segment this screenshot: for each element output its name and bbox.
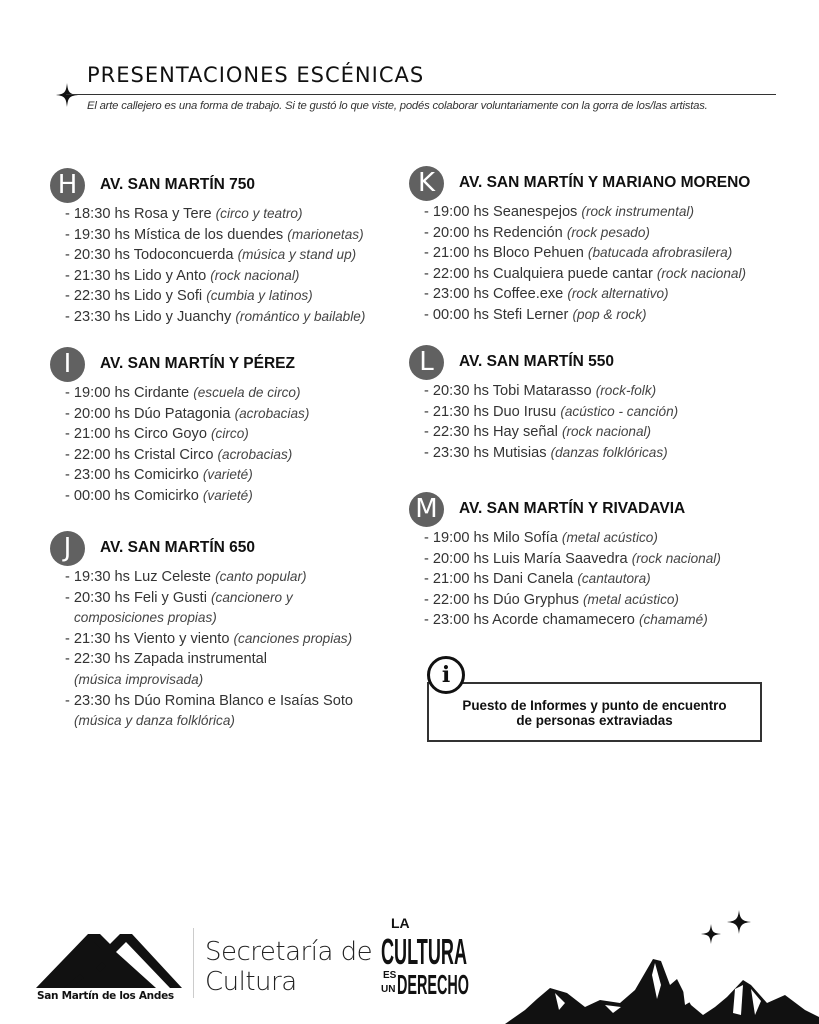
municipality-name: San Martín de los Andes (37, 990, 174, 1002)
performance-time: - 00:00 hs (424, 306, 489, 323)
slogan-un: UN (381, 984, 396, 995)
location-title: AV. SAN MARTÍN 650 (100, 539, 256, 556)
performance-item (65, 204, 365, 225)
performance-time: - 22:00 hs (424, 591, 489, 608)
location-letter-badge: I (50, 347, 85, 382)
location-title: AV. SAN MARTÍN Y PÉREZ (100, 355, 295, 372)
performance-time: - 22:00 hs (424, 265, 489, 282)
secretaria-line-2: Cultura (205, 967, 297, 997)
performance-item (65, 286, 365, 307)
performance-time: - 22:30 hs (65, 288, 130, 305)
performance-item (424, 264, 746, 285)
stage-section-l (409, 345, 678, 463)
section-header (409, 492, 721, 528)
location-letter-badge: M (409, 492, 444, 527)
info-point-text (429, 698, 760, 728)
stage-section-k (409, 166, 751, 326)
performer-name: Acorde chamamecero (492, 612, 635, 629)
performance-time: - 19:30 hs (65, 226, 130, 243)
performance-time: - 21:30 hs (65, 630, 130, 647)
performance-genre: (rock alternativo) (567, 286, 669, 302)
performer-name: Mutisias (492, 444, 547, 461)
performance-item (424, 528, 721, 549)
stage-section-j (50, 531, 353, 732)
performance-time: - 23:30 hs (424, 444, 489, 461)
section-header (50, 531, 353, 567)
performance-genre: (acústico - canción) (560, 403, 679, 419)
performer-name: Seanespejos (492, 204, 578, 220)
performer-name: Cirdante (133, 385, 190, 401)
slogan-derecho: DERECHO (397, 969, 469, 1000)
section-header (409, 166, 751, 202)
performance-time: - 19:00 hs (424, 204, 489, 220)
performance-time: - 20:30 hs (424, 383, 489, 399)
performance-item (424, 569, 721, 590)
footer-divider (193, 928, 194, 998)
performance-time: - 21:00 hs (424, 245, 489, 262)
performance-time: - 20:00 hs (424, 550, 489, 567)
location-letter-badge: L (409, 345, 444, 380)
performance-item (424, 610, 721, 631)
slogan-cultura: CULTURA (381, 931, 467, 972)
location-title: AV. SAN MARTÍN Y MARIANO MORENO (459, 174, 751, 191)
performance-time: - 20:00 hs (65, 405, 130, 422)
performer-name: Circo Goyo (133, 426, 207, 443)
performance-genre: (rock instrumental) (581, 204, 694, 219)
page-subtitle: El arte callejero es una forma de trabajo. Si te gustó lo que viste, podés colaborar voluntariamente con la gorra de los/las artistas. (87, 100, 708, 112)
performance-genre: (rock nacional) (561, 424, 652, 440)
section-header (50, 347, 309, 383)
performance-genre: (música y stand up) (237, 247, 357, 263)
performance-item (424, 590, 721, 611)
performance-item (65, 567, 353, 588)
location-letter-badge: K (409, 166, 444, 201)
performer-name: Duo Irusu (492, 403, 557, 420)
performer-name: Comicirko (133, 487, 199, 504)
performance-item (65, 245, 365, 266)
performance-genre: (rock pesado) (566, 224, 650, 240)
performance-genre: (danzas folklóricas) (550, 444, 668, 460)
performance-time: - 00:00 hs (65, 487, 130, 504)
performer-name: Lido y Anto (133, 267, 207, 284)
performance-genre: (cumbia y latinos) (206, 288, 313, 304)
performance-time: - 21:30 hs (424, 403, 489, 420)
performance-list (50, 567, 353, 732)
secretaria-cultura-logo (205, 937, 372, 997)
section-header (409, 345, 678, 381)
performer-name: Hay señal (492, 424, 558, 441)
performance-genre-continued: (música improvisada) (74, 671, 204, 687)
info-icon: i (427, 656, 465, 694)
performance-time: - 21:00 hs (65, 426, 130, 443)
performer-name: Stefi Lerner (492, 306, 569, 323)
performer-name: Comicirko (133, 467, 199, 484)
section-header (50, 168, 365, 204)
performance-item (424, 284, 746, 305)
performance-time: - 23:00 hs (424, 286, 489, 303)
performance-time: - 22:30 hs (65, 651, 130, 668)
performance-item (424, 402, 678, 423)
performance-item (65, 225, 365, 246)
performance-genre: (canto popular) (215, 569, 307, 584)
mountain-range-illustration (505, 955, 819, 1024)
performance-item (424, 223, 746, 244)
performance-genre: (batucada afrobrasilera) (587, 245, 733, 261)
performance-genre: (canciones propias) (233, 630, 353, 646)
performance-item (65, 486, 309, 507)
info-line-1: Puesto de Informes y punto de encuentro (462, 698, 727, 713)
performer-name: Rosa y Tere (133, 206, 212, 222)
performer-name: Todoconcuerda (133, 247, 234, 264)
slogan-es: ES (383, 970, 397, 981)
info-point-box (427, 682, 762, 742)
performance-item (65, 266, 365, 287)
performance-genre: (varieté) (202, 487, 253, 503)
stage-section-h (50, 168, 365, 328)
performance-list (50, 383, 309, 507)
performance-item (65, 649, 353, 690)
san-martin-mountain-logo (36, 928, 182, 994)
performance-genre: (acrobacias) (217, 446, 293, 462)
performance-item (424, 381, 678, 402)
performance-item (65, 588, 353, 629)
performer-name: Lido y Juanchy (133, 308, 232, 325)
location-letter-badge: H (50, 168, 85, 203)
stage-section-m (409, 492, 721, 631)
performance-genre: (rock nacional) (631, 550, 721, 566)
performer-name: Dúo Romina Blanco e Isaías Soto (133, 692, 353, 709)
page-title: PRESENTACIONES ESCÉNICAS (87, 63, 425, 87)
performance-item (65, 383, 309, 404)
performance-genre-continued: (música y danza folklórica) (74, 713, 235, 729)
location-title: AV. SAN MARTÍN Y RIVADAVIA (459, 500, 686, 517)
performance-item (424, 243, 746, 264)
performance-item (424, 443, 678, 464)
performance-time: - 19:30 hs (65, 569, 130, 585)
performer-name: Redención (492, 224, 563, 241)
title-divider (66, 94, 776, 95)
performance-list (409, 528, 721, 631)
performance-list (409, 381, 678, 463)
performance-item (424, 549, 721, 570)
location-title: AV. SAN MARTÍN 550 (459, 353, 615, 370)
performer-name: Coffee.exe (492, 286, 564, 303)
performance-genre: (escuela de circo) (193, 385, 301, 400)
performer-name: Dani Canela (492, 571, 574, 588)
performance-time: - 19:00 hs (424, 530, 489, 546)
performer-name: Zapada instrumental (133, 651, 268, 668)
performance-item (424, 202, 746, 223)
performance-genre: (cantautora) (577, 571, 651, 587)
stage-section-i (50, 347, 309, 507)
performance-time: - 22:30 hs (424, 424, 489, 441)
performance-item (65, 465, 309, 486)
performance-item (424, 305, 746, 326)
performer-name: Bloco Pehuen (492, 245, 584, 262)
performance-item (65, 629, 353, 650)
performer-name: Luis María Saavedra (492, 550, 628, 567)
performance-genre: (marionetas) (287, 226, 364, 242)
performer-name: Viento y viento (133, 630, 230, 647)
performance-genre: (varieté) (202, 467, 253, 483)
performance-genre: (cancionero y (211, 589, 293, 605)
performance-time: - 20:30 hs (65, 589, 130, 606)
performer-name: Tobi Matarasso (492, 383, 592, 399)
sparkle-star-icon (56, 83, 78, 107)
performance-genre: (rock nacional) (656, 265, 747, 281)
location-title: AV. SAN MARTÍN 750 (100, 176, 256, 193)
performance-genre: (rock nacional) (210, 267, 300, 283)
performance-time: - 23:00 hs (65, 467, 130, 484)
performance-genre: (circo y teatro) (215, 206, 303, 221)
performer-name: Milo Sofía (492, 530, 558, 546)
performance-item (65, 445, 309, 466)
slogan-la: LA (391, 915, 410, 931)
performer-name: Luz Celeste (133, 569, 212, 585)
performance-genre-continued: composiciones propias) (74, 610, 217, 626)
performance-genre: (acrobacias) (234, 405, 310, 421)
la-cultura-es-un-derecho-logo (379, 914, 471, 998)
performance-genre: (rock-folk) (595, 383, 657, 398)
performance-time: - 22:00 hs (65, 446, 130, 463)
performer-name: Lido y Sofi (133, 288, 203, 305)
performance-time: - 18:30 hs (65, 206, 130, 222)
performer-name: Mística de los duendes (133, 226, 284, 243)
performance-time: - 23:30 hs (65, 692, 130, 709)
performance-item (424, 422, 678, 443)
performance-item (65, 424, 309, 445)
performance-list (409, 202, 746, 326)
performance-genre: (circo) (211, 426, 249, 442)
performer-name: Feli y Gusti (133, 589, 207, 606)
secretaria-line-1: Secretaría de (205, 937, 373, 967)
performer-name: Dúo Patagonia (133, 405, 231, 422)
performance-genre: (metal acústico) (561, 530, 658, 545)
location-letter-badge: J (50, 531, 85, 566)
performer-name: Dúo Gryphus (492, 591, 579, 608)
performance-genre: (chamamé) (638, 612, 708, 628)
performance-item (65, 307, 365, 328)
performance-item (65, 404, 309, 425)
performance-list (50, 204, 365, 328)
decorative-stars-icon (695, 908, 755, 958)
performance-genre: (metal acústico) (583, 591, 679, 607)
performer-name: Cristal Circo (133, 446, 214, 463)
performance-time: - 19:00 hs (65, 385, 130, 401)
performance-item (65, 691, 353, 732)
performance-time: - 23:30 hs (65, 308, 130, 325)
performance-time: - 23:00 hs (424, 612, 489, 629)
performance-time: - 20:00 hs (424, 224, 489, 241)
info-line-2: de personas extraviadas (516, 713, 673, 728)
performance-time: - 21:30 hs (65, 267, 130, 284)
performance-genre: (pop & rock) (572, 306, 647, 322)
performance-time: - 21:00 hs (424, 571, 489, 588)
performer-name: Cualquiera puede cantar (492, 265, 653, 282)
performance-genre: (romántico y bailable) (235, 308, 366, 324)
performance-time: - 20:30 hs (65, 247, 130, 264)
